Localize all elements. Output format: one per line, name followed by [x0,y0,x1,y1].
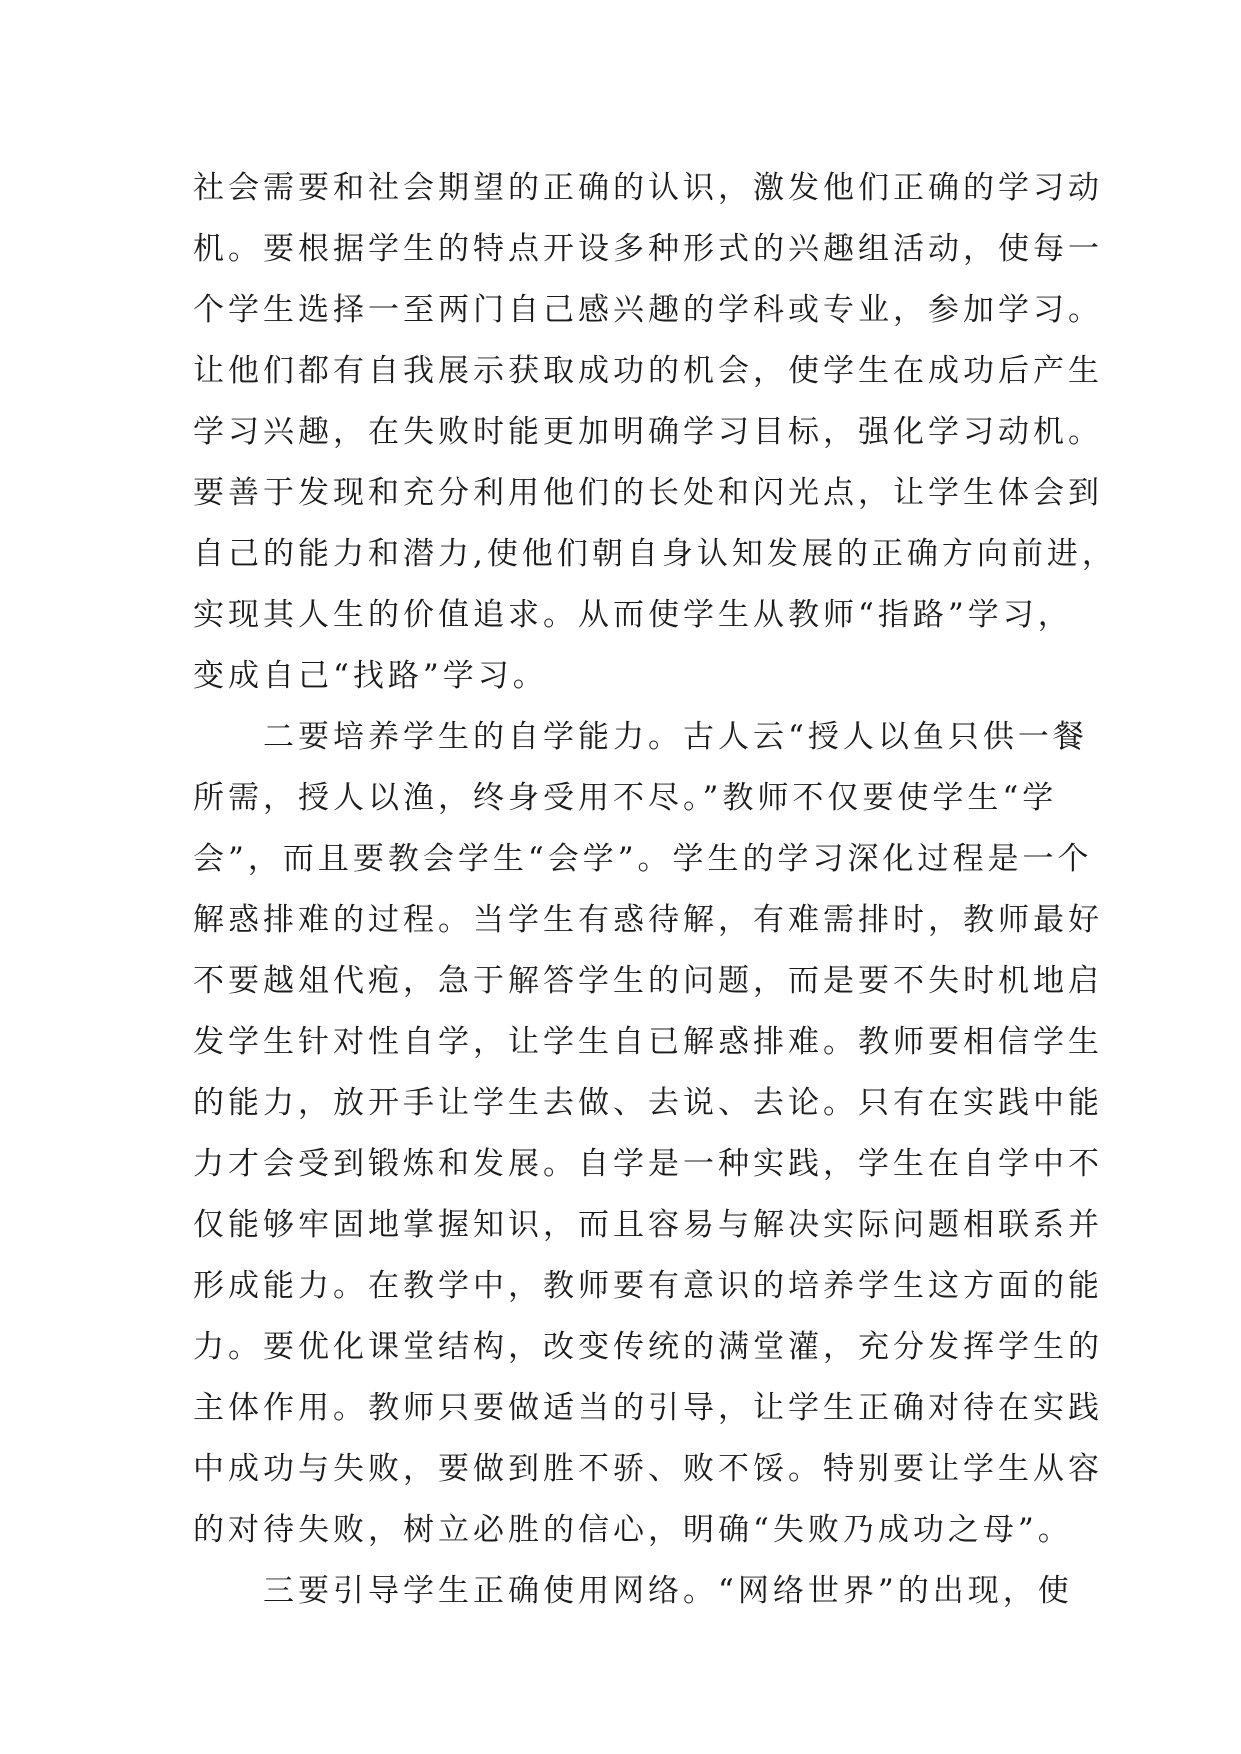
text-line-20: 力。要优化课堂结构，改变传统的满堂灌，充分发挥学生的 [193,1329,1103,1365]
paragraph-2-first-line: 二要培养学生的自学能力。古人云“授人以鱼只供一餐 [263,719,1088,755]
text-line-9: 变成自己“找路”学习。 [193,658,548,694]
text-line-21: 主体作用。教师只要做适当的引导，让学生正确对待在实践 [193,1390,1103,1426]
text-line-1: 社会需要和社会期望的正确的认识，激发他们正确的学习动 [193,170,1103,206]
text-line-2: 机。要根据学生的特点开设多种形式的兴趣组活动，使每一 [193,231,1103,267]
body-text [193,158,1117,1622]
text-line-16: 的能力，放开手让学生去做、去说、去论。只有在实践中能 [193,1085,1103,1121]
text-line-8: 实现其人生的价值追求。从而使学生从教师“指路”学习， [193,597,1073,633]
text-line-13: 解惑排难的过程。当学生有惑待解，有难需排时，教师最好 [193,902,1103,938]
text-line-19: 形成能力。在教学中，教师要有意识的培养学生这方面的能 [193,1268,1103,1304]
paragraph-3-first-line: 三要引导学生正确使用网络。“网络世界”的出现，使 [263,1573,1073,1609]
text-line-14: 不要越俎代疱，急于解答学生的问题，而是要不失时机地启 [193,963,1103,999]
text-line-15: 发学生针对性自学，让学生自已解惑排难。教师要相信学生 [193,1024,1103,1060]
text-line-12: 会”，而且要教会学生“会学”。学生的学习深化过程是一个 [193,841,1093,877]
text-line-11: 所需，授人以渔，终身受用不尽。”教师不仅要使学生“学 [193,780,1058,816]
text-line-7: 自己的能力和潜力,使他们朝自身认知发展的正确方向前进， [193,536,1117,572]
text-line-3: 个学生选择一至两门自己感兴趣的学科或专业，参加学习。 [193,292,1103,328]
text-line-4: 让他们都有自我展示获取成功的机会，使学生在成功后产生 [193,353,1103,389]
text-line-22: 中成功与失败，要做到胜不骄、败不馁。特别要让学生从容 [193,1451,1103,1487]
text-line-17: 力才会受到锻炼和发展。自学是一种实践，学生在自学中不 [193,1146,1103,1182]
text-line-5: 学习兴趣，在失败时能更加明确学习目标，强化学习动机。 [193,414,1103,450]
text-line-23: 的对待失败，树立必胜的信心，明确“失败乃成功之母”。 [193,1512,1073,1548]
text-line-18: 仅能够牢固地掌握知识，而且容易与解决实际问题相联系并 [193,1207,1103,1243]
text-line-6: 要善于发现和充分利用他们的长处和闪光点，让学生体会到 [193,475,1103,511]
